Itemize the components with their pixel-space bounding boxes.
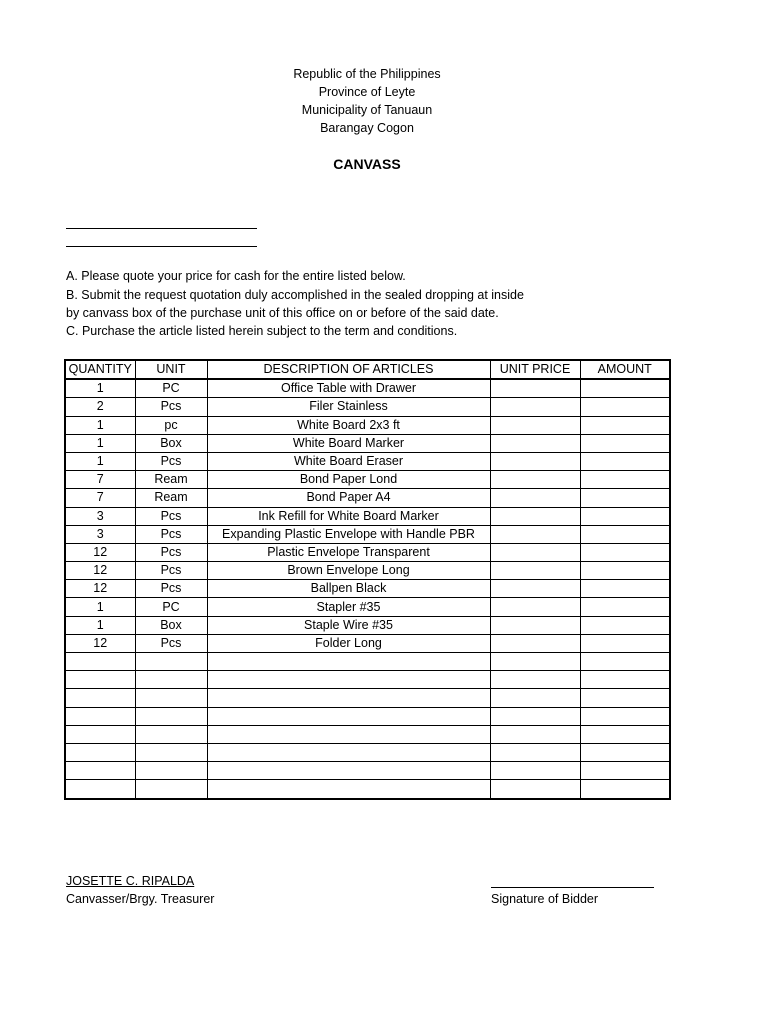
description-cell: Filer Stainless [207,398,490,416]
column-header-unit: UNIT [135,360,207,379]
unit-price-cell [490,489,580,507]
unit-cell: Pcs [135,398,207,416]
description-cell [207,689,490,707]
unit-price-cell [490,598,580,616]
quantity-cell: 2 [65,398,135,416]
amount-cell [580,507,670,525]
amount-cell [580,634,670,652]
document-title: CANVASS [333,156,401,172]
quantity-cell: 1 [65,598,135,616]
amount-cell [580,653,670,671]
amount-cell [580,725,670,743]
unit-price-cell [490,379,580,398]
table-row [65,653,670,671]
quantity-cell [65,671,135,689]
description-cell: Expanding Plastic Envelope with Handle PBR [207,525,490,543]
unit-cell [135,707,207,725]
table-row [65,416,670,434]
table-row [65,471,670,489]
unit-cell [135,725,207,743]
amount-cell [580,471,670,489]
amount-cell [580,543,670,561]
unit-cell [135,689,207,707]
description-cell: Stapler #35 [207,598,490,616]
canvasser-name: JOSETTE C. RIPALDA [66,874,195,888]
description-cell: Brown Envelope Long [207,562,490,580]
quantity-cell: 7 [65,489,135,507]
unit-price-cell [490,580,580,598]
unit-price-cell [490,743,580,761]
unit-cell: pc [135,416,207,434]
instruction-a: A. Please quote your price for cash for the entire listed below. [66,269,406,283]
quantity-cell: 12 [65,562,135,580]
table-row [65,725,670,743]
unit-cell: Pcs [135,507,207,525]
amount-cell [580,434,670,452]
table-row [65,689,670,707]
unit-price-cell [490,543,580,561]
amount-cell [580,379,670,398]
column-header-description: DESCRIPTION OF ARTICLES [207,360,490,379]
unit-price-cell [490,616,580,634]
table-row [65,616,670,634]
table-row [65,598,670,616]
unit-cell: Box [135,616,207,634]
header-municipality: Municipality of Tanuaun [301,103,433,117]
unit-price-cell [490,562,580,580]
table-row [65,580,670,598]
description-cell: Folder Long [207,634,490,652]
amount-cell [580,616,670,634]
instruction-b-line2: by canvass box of the purchase unit of this office on or before of the said date. [66,306,499,320]
quantity-cell: 3 [65,507,135,525]
description-cell: Office Table with Drawer [207,379,490,398]
amount-cell [580,598,670,616]
quantity-cell [65,762,135,780]
addressee-blank-line-2 [66,246,257,247]
unit-price-cell [490,689,580,707]
description-cell: White Board Marker [207,434,490,452]
unit-cell: Pcs [135,525,207,543]
bidder-signature-line [491,887,654,888]
quantity-cell: 1 [65,616,135,634]
amount-cell [580,707,670,725]
amount-cell [580,452,670,470]
addressee-blank-line-1 [66,228,257,229]
amount-cell [580,689,670,707]
quantity-cell [65,707,135,725]
unit-cell [135,653,207,671]
unit-cell: Pcs [135,562,207,580]
description-cell: Plastic Envelope Transparent [207,543,490,561]
description-cell: Staple Wire #35 [207,616,490,634]
amount-cell [580,489,670,507]
description-cell [207,671,490,689]
amount-cell [580,780,670,799]
amount-cell [580,671,670,689]
quantity-cell: 1 [65,416,135,434]
description-cell [207,762,490,780]
unit-price-cell [490,416,580,434]
unit-price-cell [490,725,580,743]
unit-price-cell [490,398,580,416]
table-row [65,543,670,561]
quantity-cell: 3 [65,525,135,543]
amount-cell [580,416,670,434]
table-row [65,434,670,452]
instruction-b-line1: B. Submit the request quotation duly accomplished in the sealed dropping at inside [66,288,524,302]
unit-cell [135,780,207,799]
unit-cell: Pcs [135,543,207,561]
amount-cell [580,580,670,598]
unit-price-cell [490,634,580,652]
header-barangay: Barangay Cogon [320,121,414,135]
unit-cell: Box [135,434,207,452]
table-row [65,379,670,398]
bidder-signature-label: Signature of Bidder [491,892,599,906]
column-header-unit-price: UNIT PRICE [490,360,580,379]
quantity-cell: 1 [65,452,135,470]
instruction-c: C. Purchase the article listed herein subject to the term and conditions. [66,324,458,338]
unit-cell: Ream [135,471,207,489]
unit-cell: Ream [135,489,207,507]
amount-cell [580,743,670,761]
unit-cell [135,743,207,761]
description-cell: Bond Paper A4 [207,489,490,507]
quantity-cell [65,725,135,743]
description-cell [207,653,490,671]
description-cell [207,707,490,725]
table-row [65,452,670,470]
description-cell: Ballpen Black [207,580,490,598]
table-row [65,743,670,761]
table-row [65,707,670,725]
unit-cell [135,762,207,780]
canvass-table [64,359,671,800]
table-row [65,780,670,799]
quantity-cell [65,653,135,671]
table-body [65,379,670,798]
description-cell [207,725,490,743]
unit-cell: PC [135,379,207,398]
column-header-quantity: QUANTITY [65,360,135,379]
description-cell [207,780,490,799]
table-row [65,671,670,689]
table-row [65,634,670,652]
description-cell: White Board Eraser [207,452,490,470]
quantity-cell: 1 [65,379,135,398]
unit-cell: Pcs [135,452,207,470]
quantity-cell: 1 [65,434,135,452]
quantity-cell: 7 [65,471,135,489]
header-province: Province of Leyte [318,85,416,99]
quantity-cell [65,743,135,761]
description-cell: Ink Refill for White Board Marker [207,507,490,525]
unit-price-cell [490,471,580,489]
unit-price-cell [490,707,580,725]
quantity-cell [65,689,135,707]
amount-cell [580,398,670,416]
amount-cell [580,762,670,780]
column-header-amount: AMOUNT [580,360,670,379]
quantity-cell [65,780,135,799]
description-cell [207,743,490,761]
unit-cell: Pcs [135,580,207,598]
description-cell: Bond Paper Lond [207,471,490,489]
unit-price-cell [490,507,580,525]
canvasser-role: Canvasser/Brgy. Treasurer [66,892,215,906]
unit-price-cell [490,452,580,470]
unit-price-cell [490,762,580,780]
header-country: Republic of the Philippines [293,67,441,81]
amount-cell [580,562,670,580]
unit-cell [135,671,207,689]
quantity-cell: 12 [65,580,135,598]
table-header-row [65,360,670,379]
table-row [65,489,670,507]
unit-price-cell [490,525,580,543]
table-row [65,507,670,525]
quantity-cell: 12 [65,543,135,561]
unit-cell: Pcs [135,634,207,652]
amount-cell [580,525,670,543]
table-row [65,562,670,580]
unit-price-cell [490,780,580,799]
unit-price-cell [490,434,580,452]
table-row [65,762,670,780]
unit-price-cell [490,671,580,689]
description-cell: White Board 2x3 ft [207,416,490,434]
unit-price-cell [490,653,580,671]
table-row [65,398,670,416]
quantity-cell: 12 [65,634,135,652]
table-row [65,525,670,543]
unit-cell: PC [135,598,207,616]
